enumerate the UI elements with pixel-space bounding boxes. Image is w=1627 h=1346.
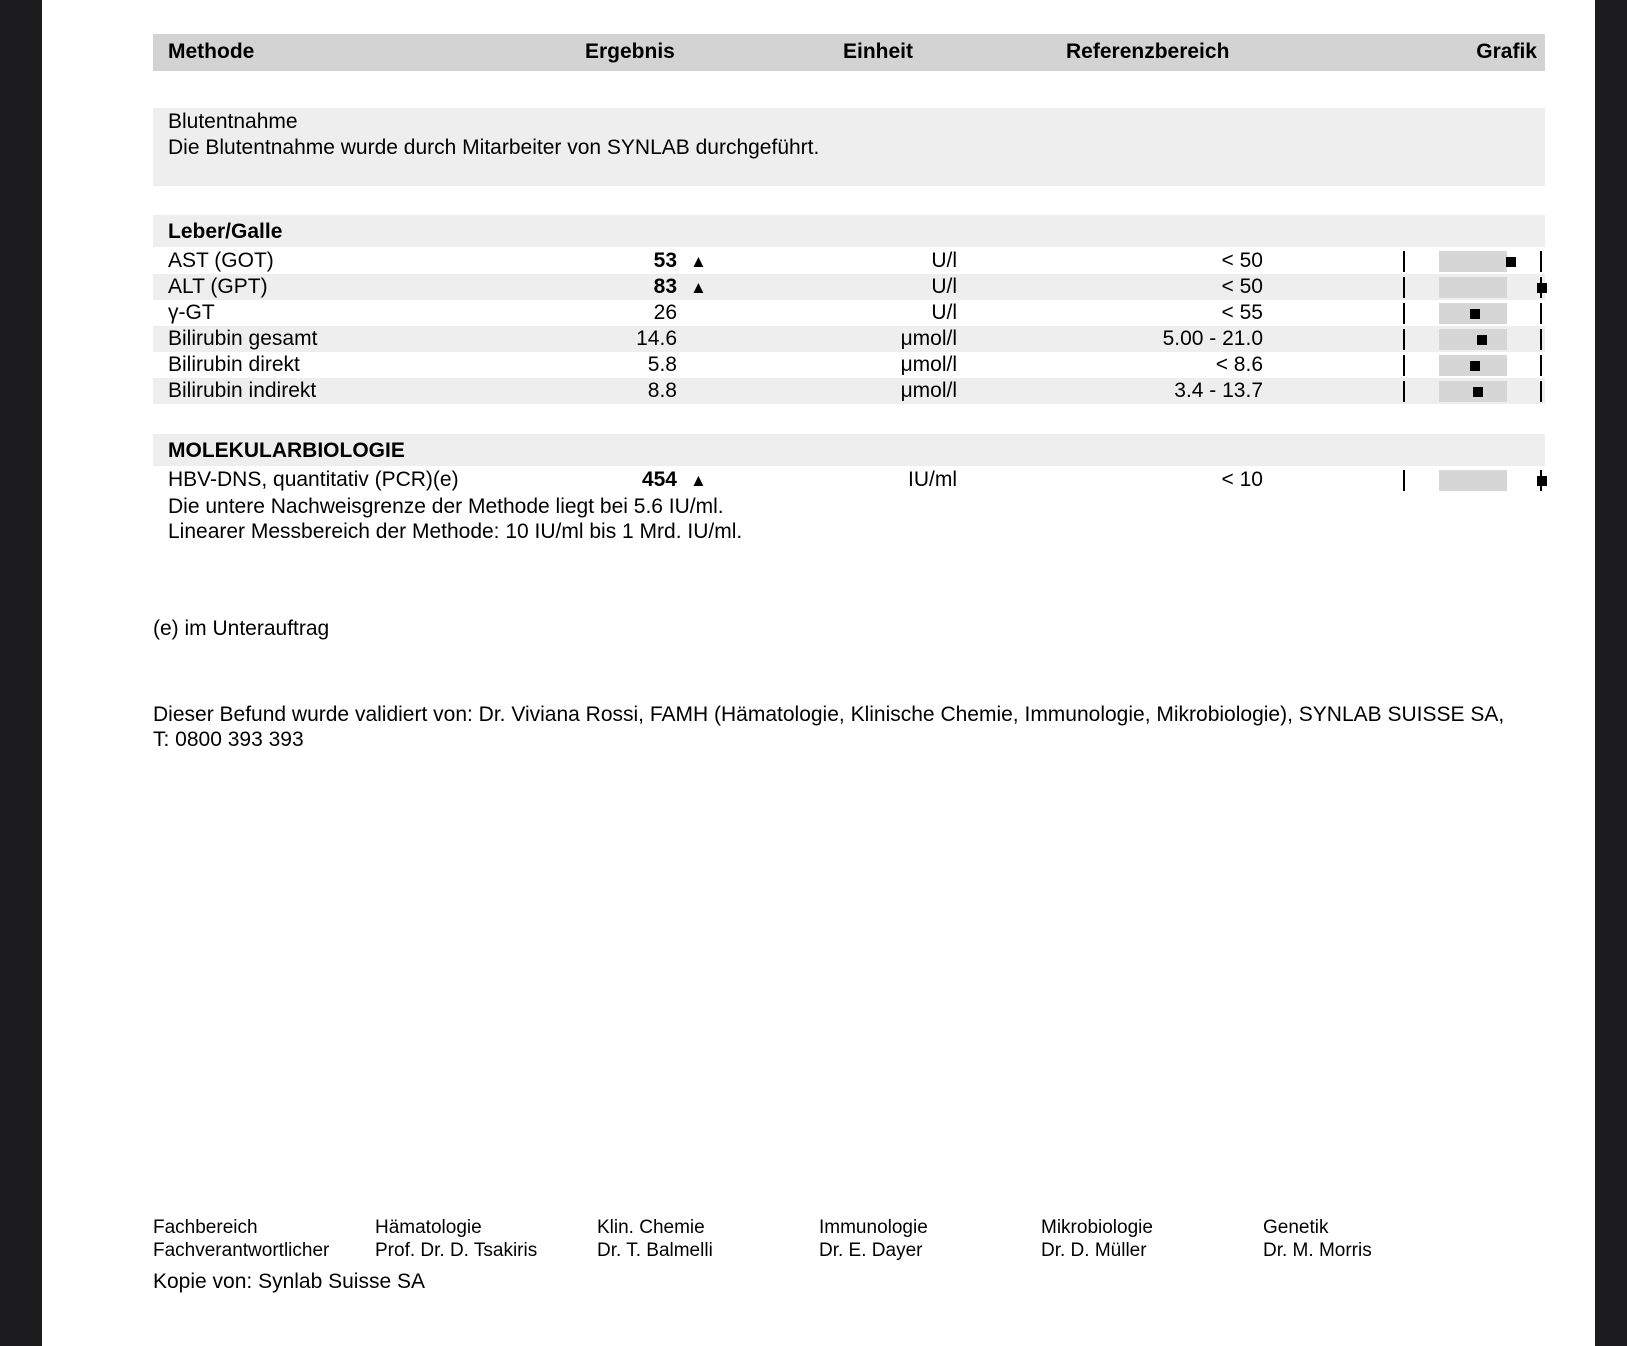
graph-value-marker <box>1470 361 1480 371</box>
footer-area: Immunologie <box>819 1217 928 1238</box>
blood-sample-text: Die Blutentnahme wurde durch Mitarbeiter von SYNLAB durchgeführt. <box>168 136 820 159</box>
graph-right-bound <box>1540 381 1542 402</box>
footer-area: Hämatologie <box>375 1217 482 1238</box>
footer-area: Klin. Chemie <box>597 1217 705 1238</box>
high-arrow-icon: ▲ <box>690 471 707 490</box>
row-graph <box>1403 248 1545 274</box>
graph-reference-range <box>1439 329 1507 350</box>
high-arrow-icon: ▲ <box>690 278 707 297</box>
footer-person: Dr. D. Müller <box>1041 1240 1147 1261</box>
row-graph <box>1403 300 1545 326</box>
graph-value-marker <box>1477 335 1487 345</box>
row-result: 14.6 <box>636 327 677 350</box>
row-graph <box>1403 352 1545 378</box>
molecular-note-2: Linearer Messbereich der Methode: 10 IU/ml bis 1 Mrd. IU/ml. <box>168 520 743 543</box>
graph-right-bound <box>1540 355 1542 376</box>
row-method: HBV-DNS, quantitativ (PCR)(e) <box>168 468 459 491</box>
blood-sample-title: Blutentnahme <box>168 110 298 133</box>
header-result: Ergebnis <box>585 40 675 63</box>
row-graph <box>1403 467 1545 493</box>
row-reference: < 50 <box>1221 275 1263 298</box>
graph-right-bound <box>1540 329 1542 350</box>
validation-line-2: T: 0800 393 393 <box>153 728 304 751</box>
section-header-molecular <box>153 434 1545 466</box>
validation-line-1: Dieser Befund wurde validiert von: Dr. Viviana Rossi, FAMH (Hämatologie, Klinische Chemie, Immunologie, Mikrobiologie), SYNLAB SUISSE SA, <box>153 703 1505 726</box>
header-unit: Einheit <box>843 40 914 63</box>
footer-person: Fachverantwortlicher <box>153 1240 330 1261</box>
row-method: Bilirubin direkt <box>168 353 300 376</box>
footer-area: Mikrobiologie <box>1041 1217 1153 1238</box>
row-method: AST (GOT) <box>168 249 274 272</box>
table-row <box>153 378 1545 404</box>
row-unit: μmol/l <box>900 353 957 376</box>
graph-left-bound <box>1403 303 1405 324</box>
report-page <box>42 0 1595 1346</box>
footer-copy: Kopie von: Synlab Suisse SA <box>153 1270 425 1293</box>
footer-area: Fachbereich <box>153 1217 258 1238</box>
table-row <box>153 352 1545 378</box>
molecular-note-1: Die untere Nachweisgrenze der Methode liegt bei 5.6 IU/ml. <box>168 495 724 518</box>
blood-sample-block <box>153 108 1545 186</box>
row-result: 83 <box>653 275 677 298</box>
footer-person: Dr. M. Morris <box>1263 1240 1372 1261</box>
graph-left-bound <box>1403 355 1405 376</box>
footer-area: Genetik <box>1263 1217 1329 1238</box>
row-result: 454 <box>641 468 677 491</box>
graph-value-marker <box>1537 283 1547 293</box>
graph-left-bound <box>1403 470 1405 491</box>
table-row <box>153 300 1545 326</box>
header-graph: Grafik <box>1476 40 1537 63</box>
table-header <box>153 34 1545 71</box>
table-row <box>153 467 1545 493</box>
subcontract-note: (e) im Unterauftrag <box>153 617 330 640</box>
row-reference: < 50 <box>1221 249 1263 272</box>
row-unit: U/l <box>931 249 957 272</box>
row-result: 5.8 <box>647 353 677 376</box>
row-unit: U/l <box>931 301 957 324</box>
row-result: 53 <box>653 249 677 272</box>
row-reference: < 8.6 <box>1215 353 1263 376</box>
graph-value-marker <box>1506 257 1516 267</box>
row-method: Bilirubin gesamt <box>168 327 318 350</box>
row-method: γ-GT <box>168 301 215 324</box>
footer-person: Dr. E. Dayer <box>819 1240 923 1261</box>
graph-right-bound <box>1540 303 1542 324</box>
footer-person: Dr. T. Balmelli <box>597 1240 713 1261</box>
row-reference: 5.00 - 21.0 <box>1162 327 1263 350</box>
graph-value-marker <box>1470 309 1480 319</box>
row-result: 8.8 <box>647 379 677 402</box>
row-unit: μmol/l <box>900 379 957 402</box>
table-row <box>153 248 1545 274</box>
row-reference: < 55 <box>1221 301 1263 324</box>
graph-reference-range <box>1439 251 1507 272</box>
high-arrow-icon: ▲ <box>690 252 707 271</box>
row-graph <box>1403 378 1545 404</box>
row-method: ALT (GPT) <box>168 275 268 298</box>
graph-right-bound <box>1540 251 1542 272</box>
row-method: Bilirubin indirekt <box>168 379 317 402</box>
row-graph <box>1403 326 1545 352</box>
graph-left-bound <box>1403 329 1405 350</box>
header-method: Methode <box>168 40 255 63</box>
table-row <box>153 274 1545 300</box>
graph-left-bound <box>1403 381 1405 402</box>
row-unit: U/l <box>931 275 957 298</box>
graph-reference-range <box>1439 470 1507 491</box>
graph-value-marker <box>1473 387 1483 397</box>
graph-value-marker <box>1537 476 1547 486</box>
table-row <box>153 326 1545 352</box>
section-title-molecular: MOLEKULARBIOLOGIE <box>168 439 405 462</box>
section-header-liver <box>153 215 1545 247</box>
footer-person: Prof. Dr. D. Tsakiris <box>375 1240 538 1261</box>
section-title-liver: Leber/Galle <box>168 220 283 243</box>
row-unit: IU/ml <box>908 468 957 491</box>
graph-reference-range <box>1439 277 1507 298</box>
graph-left-bound <box>1403 277 1405 298</box>
row-reference: 3.4 - 13.7 <box>1174 379 1263 402</box>
row-unit: μmol/l <box>900 327 957 350</box>
row-result: 26 <box>653 301 677 324</box>
row-reference: < 10 <box>1221 468 1263 491</box>
row-graph <box>1403 274 1545 300</box>
graph-left-bound <box>1403 251 1405 272</box>
header-reference: Referenzbereich <box>1066 40 1230 63</box>
